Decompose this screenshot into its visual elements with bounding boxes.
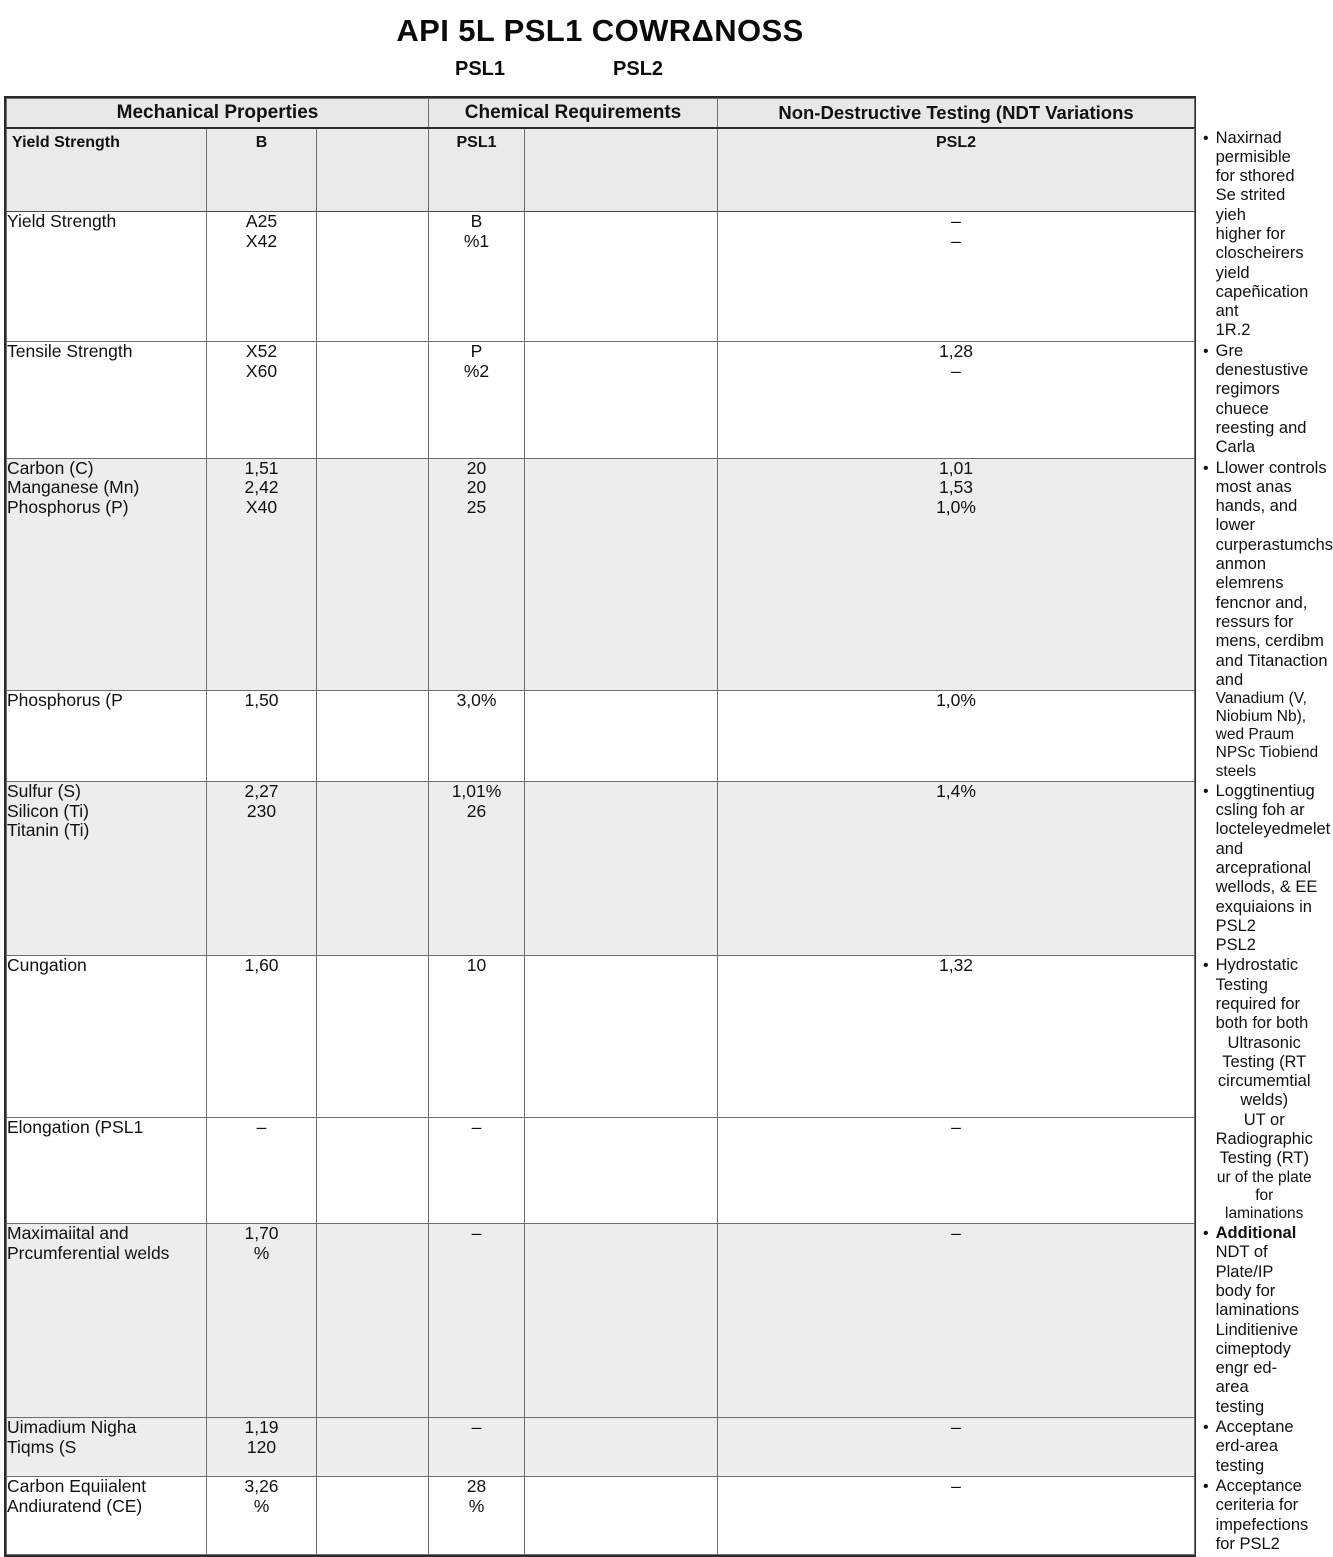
cell-value-blank-2: [525, 1476, 718, 1554]
cell-value-psl1: [429, 458, 525, 691]
cell-value-b: [207, 458, 317, 691]
value-line: Cungation: [7, 955, 87, 976]
cell-value-psl2: [718, 781, 1195, 956]
value-line: %: [468, 1495, 485, 1516]
group-header-chemical: Chemical Requirements: [429, 99, 718, 129]
value-line: 1,0%: [936, 497, 976, 518]
bullet-icon: •: [1203, 1419, 1209, 1437]
row-label-cell: [7, 1418, 207, 1477]
cell-value-psl2: [718, 212, 1195, 341]
bullet-icon: •: [1203, 459, 1209, 477]
sub-header-row: [7, 128, 1195, 212]
cell-value-b: [207, 956, 317, 1118]
cell-value-blank-1: [317, 1118, 429, 1224]
cell-value-blank-2: [525, 1118, 718, 1224]
ndt-line: steels: [1215, 762, 1257, 780]
table-row: [7, 1418, 1195, 1477]
value-line: Sulfur (S): [7, 780, 81, 801]
value-line: %: [253, 1242, 270, 1263]
ndt-line: Acceptance ceriteria for impefections for PSL2: [1215, 1476, 1309, 1553]
value-line: 26: [466, 800, 487, 821]
table-row: [7, 341, 1195, 458]
cell-value-b: [207, 212, 317, 341]
table-row: [7, 1476, 1195, 1554]
value-line: 1,70: [244, 1223, 279, 1244]
ndt-line: Ultrasonic Testing (RT circumemtial welds): [1217, 1033, 1311, 1110]
value-line: 28: [466, 1475, 487, 1496]
cell-value-psl2: [718, 458, 1195, 691]
value-line: –: [951, 1117, 961, 1138]
cell-value-psl1: [429, 1224, 525, 1418]
cell-value-blank-2: [525, 956, 718, 1118]
value-line: Manganese (Mn): [7, 477, 140, 498]
value-line: –: [256, 1117, 267, 1138]
table-row: [7, 781, 1195, 956]
row-label-cell: [7, 691, 207, 782]
sub-header-psl2: PSL2: [718, 128, 1195, 212]
cell-value-blank-2: [525, 1418, 718, 1477]
row-label-cell: [7, 1224, 207, 1418]
subtitle-psl1: PSL1: [455, 57, 506, 80]
value-line: 230: [246, 800, 277, 821]
value-line: Tiqms (S: [7, 1436, 77, 1457]
value-line: 1,19: [244, 1417, 279, 1438]
cell-value-psl1: [429, 1418, 525, 1477]
table-row: [7, 956, 1195, 1118]
cell-value-blank-1: [317, 956, 429, 1118]
spec-table-wrapper: [4, 96, 1333, 1557]
value-line: 1,32: [938, 955, 974, 976]
value-line: Prcumferential welds: [7, 1242, 170, 1263]
value-line: X52: [245, 340, 278, 361]
sub-header-b: B: [207, 128, 317, 212]
value-line: –: [471, 1417, 482, 1438]
ndt-line: higher for closcheirers yield capeñication ant: [1215, 224, 1309, 321]
cell-value-psl2: [718, 1418, 1195, 1477]
cell-value-psl2: [718, 1224, 1195, 1418]
value-line: %1: [463, 231, 490, 252]
value-line: Phosphorus (P): [7, 497, 129, 518]
cell-value-blank-1: [317, 1476, 429, 1554]
table-row: [7, 1224, 1195, 1418]
value-line: Carbon Equiialent: [7, 1475, 147, 1496]
value-line: 1,60: [244, 955, 279, 976]
row-label-cell: [7, 781, 207, 956]
cell-value-blank-2: [525, 1224, 718, 1418]
value-line: –: [471, 1117, 482, 1138]
value-line: 1,53: [938, 477, 974, 498]
row-label-cell: [7, 1118, 207, 1224]
sub-header-yield-strength: Yield Strength: [7, 128, 207, 212]
cell-value-b: [207, 1118, 317, 1224]
value-line: –: [951, 211, 961, 232]
title-block: [0, 0, 1200, 81]
cell-value-blank-2: [525, 341, 718, 458]
value-line: –: [951, 360, 961, 381]
group-header-ndt: Non-Destructive Testing (NDT Variations: [718, 99, 1195, 129]
value-line: 1,01%: [451, 780, 502, 801]
ndt-line-group: [1216, 956, 1313, 1223]
sub-header-blank-2: [525, 128, 718, 212]
table-row: [7, 212, 1195, 341]
value-line: A25: [245, 211, 278, 232]
cell-value-blank-1: [317, 341, 429, 458]
value-line: 1,01: [938, 457, 974, 478]
cell-value-psl1: [429, 1476, 525, 1554]
value-line: –: [471, 1223, 482, 1244]
subtitle-psl2: PSL2: [613, 57, 664, 80]
page-title: API 5L PSL1 COWRΔNOSS: [396, 13, 804, 48]
cell-value-psl2: [718, 341, 1195, 458]
value-line: –: [951, 1475, 961, 1496]
value-line: –: [951, 231, 961, 252]
value-line: 20: [466, 457, 487, 478]
cell-value-psl1: [429, 212, 525, 341]
table-row: [7, 1118, 1195, 1224]
ndt-line-group: [1216, 1224, 1299, 1417]
bullet-icon: •: [1203, 342, 1209, 360]
ndt-line: Acceptane erd-area testing: [1215, 1418, 1294, 1475]
ndt-line: ressurs for mens, cerdibm and Titanaction and: [1215, 612, 1328, 689]
cell-value-blank-2: [525, 458, 718, 691]
ndt-line: Additional NDT of Plate/IP body for laminations: [1215, 1224, 1300, 1320]
value-line: 2,42: [244, 477, 279, 498]
ndt-line: curperastumchs anmon elemrens fencnor and,: [1215, 535, 1333, 612]
value-line: Phosphorus (P: [7, 690, 123, 711]
cell-value-psl2: [718, 691, 1195, 782]
bullet-icon: •: [1203, 129, 1209, 147]
spec-table: [6, 98, 1333, 1555]
value-line: 1,51: [244, 457, 279, 478]
value-line: Uimadium Nigha: [7, 1417, 137, 1438]
value-line: 25: [466, 497, 487, 518]
ndt-line: Loggtinentiug csling foh ar locteleyedmelet and: [1215, 781, 1331, 858]
ndt-line-group: [1216, 1477, 1309, 1554]
ndt-line: Linditienive cimeptody engr ed-area testing: [1215, 1320, 1299, 1416]
ndt-line: PSL2: [1215, 936, 1256, 955]
table-row: [7, 458, 1195, 691]
cell-value-blank-1: [317, 212, 429, 341]
ndt-line: UT or Radiographic Testing (RT): [1215, 1110, 1313, 1168]
row-label-cell: [7, 341, 207, 458]
ndt-line-group: [1216, 782, 1331, 956]
cell-value-psl2: [718, 1118, 1195, 1224]
row-label-cell: [7, 212, 207, 341]
value-line: X40: [245, 497, 278, 518]
value-line: Andiuratend (CE): [7, 1495, 143, 1516]
ndt-line-group: [1216, 342, 1309, 458]
sub-header-blank-1: [317, 128, 429, 212]
bullet-icon: •: [1203, 1225, 1209, 1243]
row-label-cell: [7, 956, 207, 1118]
value-line: Carbon (C): [7, 457, 94, 478]
value-line: 1,4%: [936, 780, 976, 801]
cell-value-psl1: [429, 1118, 525, 1224]
cell-value-b: [207, 1224, 317, 1418]
cell-value-blank-2: [525, 691, 718, 782]
row-label-cell: [7, 458, 207, 691]
group-header-row: [7, 99, 1195, 129]
value-line: %: [253, 1495, 270, 1516]
value-line: 2,27: [244, 780, 279, 801]
value-line: 1,28: [938, 340, 974, 361]
cell-value-blank-1: [317, 1418, 429, 1477]
row-label-cell: [7, 1476, 207, 1554]
cell-value-blank-1: [317, 691, 429, 782]
value-line: Tensile Strength: [7, 340, 133, 361]
table-row: [7, 691, 1195, 782]
ndt-line: Naxirnad permisible for sthored Se strited yieh: [1215, 128, 1295, 224]
ndt-line: Hydrostatic Testing required for both for both: [1215, 956, 1309, 1033]
cell-value-psl1: [429, 956, 525, 1118]
value-line: 10: [466, 955, 487, 976]
ndt-line-group: [1216, 129, 1309, 341]
value-line: Silicon (Ti): [7, 800, 89, 821]
bullet-icon: •: [1203, 782, 1209, 800]
ndt-line: 1R.2: [1215, 321, 1251, 340]
value-line: 3,26: [244, 1475, 279, 1496]
ndt-line: arceprational wellods, & EE exquiaions in PSL2: [1215, 858, 1318, 935]
value-line: B: [470, 211, 483, 232]
ndt-line-group: [1216, 459, 1333, 781]
cell-value-psl1: [429, 341, 525, 458]
cell-value-b: [207, 1476, 317, 1554]
cell-value-blank-2: [525, 212, 718, 341]
value-line: Yield Strength: [7, 211, 117, 232]
cell-value-psl2: [718, 956, 1195, 1118]
value-line: 3,0%: [456, 690, 497, 711]
ndt-line-group: [1216, 1418, 1294, 1476]
value-line: Titanin (Ti): [7, 820, 90, 841]
cell-value-b: [207, 341, 317, 458]
cell-value-b: [207, 781, 317, 956]
value-line: –: [951, 1223, 961, 1244]
group-header-mechanical: Mechanical Properties: [7, 99, 429, 129]
ndt-line: Vanadium (V, Niobium Nb), wed Praum NPSc Tiobiend: [1215, 690, 1319, 762]
value-line: X42: [245, 231, 278, 252]
cell-value-blank-2: [525, 781, 718, 956]
value-line: 20: [466, 477, 487, 498]
cell-value-psl2: [718, 1476, 1195, 1554]
cell-value-b: [207, 691, 317, 782]
cell-value-b: [207, 1418, 317, 1477]
value-line: P: [470, 340, 483, 361]
sub-header-psl1: PSL1: [429, 128, 525, 212]
value-line: 120: [246, 1436, 277, 1457]
subtitle-row: [0, 58, 1200, 81]
ndt-line: Carla: [1215, 438, 1256, 457]
value-line: –: [951, 1417, 961, 1438]
ndt-line: ur of the plate for laminations: [1216, 1168, 1312, 1222]
value-line: Maximaiital and: [7, 1223, 129, 1244]
ndt-line: Gre denestustive regimors chuece reesting and: [1215, 341, 1309, 437]
value-line: X60: [245, 360, 278, 381]
value-line: 1,50: [244, 690, 279, 711]
cell-value-blank-1: [317, 1224, 429, 1418]
cell-value-psl1: [429, 691, 525, 782]
value-line: 1,0%: [936, 690, 976, 711]
cell-value-blank-1: [317, 458, 429, 691]
value-line: %2: [463, 360, 490, 381]
value-line: Elongation (PSL1: [7, 1117, 144, 1138]
ndt-line: Llower controls most anas hands, and lower: [1215, 458, 1327, 535]
bullet-icon: •: [1203, 957, 1209, 975]
cell-value-psl1: [429, 781, 525, 956]
bullet-icon: •: [1203, 1477, 1209, 1495]
cell-value-blank-1: [317, 781, 429, 956]
